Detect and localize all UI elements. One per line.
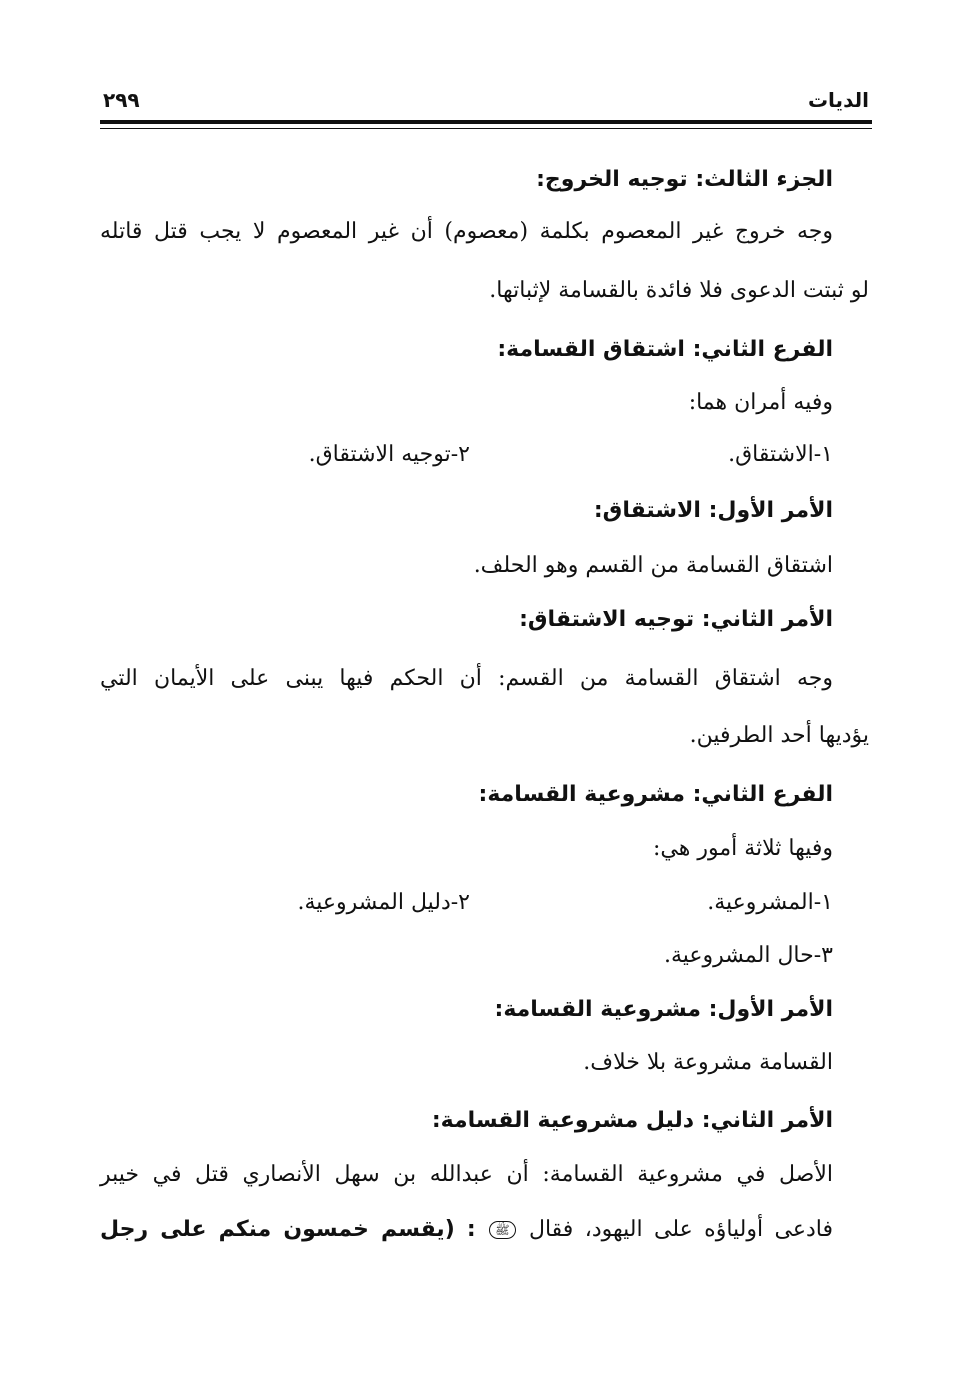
list-item-dalil-mashruiyya: ٢-دليل المشروعية. bbox=[297, 890, 470, 915]
paragraph-mashruiyya: القسامة مشروعة بلا خلاف. bbox=[583, 1050, 833, 1075]
paragraph-dalil-line2 bbox=[100, 1213, 833, 1247]
header-rule-thick bbox=[100, 120, 872, 124]
list-item-ishtiqaq: ١-الاشتقاق. bbox=[728, 442, 833, 467]
paragraph-part3-line1: وجه خروج غير المعصوم بكلمة (معصوم) أن غير المعصوم لا يجب قتل قاتله bbox=[100, 219, 833, 244]
list-item-hal-mashruiyya: ٣-حال المشروعية. bbox=[663, 943, 833, 968]
list-item-mashruiyya: ١-المشروعية. bbox=[707, 890, 833, 915]
running-title: الديات bbox=[807, 88, 869, 112]
hadith-quote: : (يقسم خمسون منكم على رجل bbox=[100, 1217, 476, 1242]
dalil-line2-text: فادعى أولياؤه على اليهود، فقال bbox=[528, 1217, 833, 1242]
intro-two-matters: وفيه أمران هما: bbox=[688, 390, 833, 415]
paragraph-dalil-line1: الأصل في مشروعية القسامة: أن عبدالله بن سهل الأنصاري قتل في خيبر bbox=[100, 1162, 833, 1187]
paragraph-ishtiqaq: اشتقاق القسامة من القسم وهو الحلف. bbox=[473, 553, 833, 578]
heading-first-mashruiyya: الأمر الأول: مشروعية القسامة: bbox=[494, 997, 833, 1022]
salawat-ligature: ﷺ bbox=[489, 1221, 516, 1239]
heading-branch2-ishtiqaq: الفرع الثاني: اشتقاق القسامة: bbox=[497, 337, 833, 362]
heading-second-tawjih: الأمر الثاني: توجيه الاشتقاق: bbox=[519, 607, 833, 632]
list-item-tawjih-ishtiqaq: ٢-توجيه الاشتقاق. bbox=[308, 442, 470, 467]
intro-three-matters: وفيها ثلاثة أمور هي: bbox=[652, 836, 833, 861]
heading-second-dalil: الأمر الثاني: دليل مشروعية القسامة: bbox=[431, 1108, 833, 1133]
page-number: ٢٩٩ bbox=[103, 88, 140, 112]
heading-first-ishtiqaq: الأمر الأول: الاشتقاق: bbox=[593, 498, 833, 523]
paragraph-tawjih-line2: يؤديها أحد الطرفين. bbox=[689, 723, 869, 748]
paragraph-part3-line2: لو ثبتت الدعوى فلا فائدة بالقسامة لإثباتها. bbox=[489, 278, 869, 303]
heading-part3-tawjih-khuruj: الجزء الثالث: توجيه الخروج: bbox=[536, 167, 833, 192]
header-rule-thin bbox=[100, 128, 872, 129]
heading-branch2-mashruiyya: الفرع الثاني: مشروعية القسامة: bbox=[478, 782, 833, 807]
paragraph-tawjih-line1: وجه اشتقاق القسامة من القسم: أن الحكم فيها يبنى على الأيمان التي bbox=[100, 666, 833, 691]
